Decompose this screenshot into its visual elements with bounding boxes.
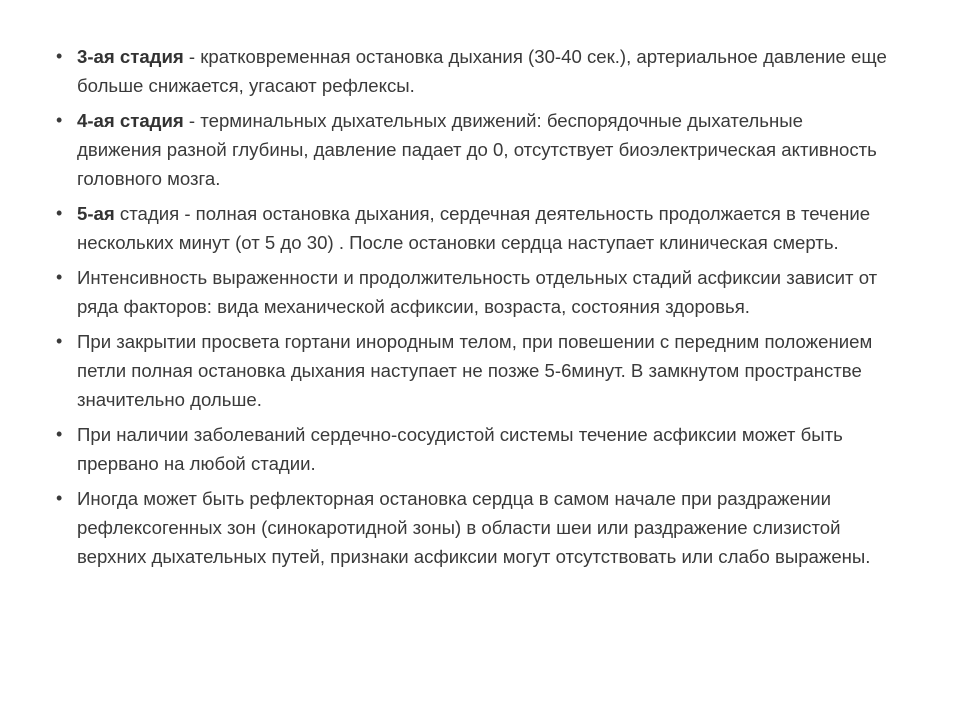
bullet-item-text: - терминальных дыхательных движений: беспорядочные дыхательные движения разной глубины, давление падает до 0, отсутствует биоэлектрическая активность головного мозга. [77, 110, 877, 189]
bullet-item-stage-5 [52, 199, 890, 257]
bullet-list [52, 42, 890, 571]
bullet-icon: • [56, 488, 63, 508]
bullet-icon: • [56, 424, 63, 444]
bullet-item-bold: 3-ая стадия [77, 46, 184, 67]
bullet-item-reflex [52, 484, 890, 571]
bullet-icon: • [56, 203, 63, 223]
bullet-icon: • [56, 46, 63, 66]
bullet-item-cardio [52, 420, 890, 478]
bullet-item-text: Интенсивность выраженности и продолжительность отдельных стадий асфиксии зависит от ряда факторов: вида механической асфиксии, возраста, состояния здоровья. [77, 267, 878, 317]
bullet-item-bold: 4-ая стадия [77, 110, 184, 131]
bullet-item-stage-4 [52, 106, 890, 193]
bullet-item-bold: 5-ая [77, 203, 115, 224]
bullet-item-intensity [52, 263, 890, 321]
bullet-item-larynx [52, 327, 890, 414]
bullet-icon: • [56, 331, 63, 351]
bullet-item-text: При закрытии просвета гортани инородным телом, при повешении с передним положением петли полная остановка дыхания наступает не позже 5-6минут. В замкнутом пространстве значительно дольше. [77, 331, 873, 410]
bullet-item-stage-3 [52, 42, 890, 100]
bullet-icon: • [56, 110, 63, 130]
bullet-icon: • [56, 267, 63, 287]
bullet-item-text: Иногда может быть рефлекторная остановка сердца в самом начале при раздражении рефлексогенных зон (синокаротидной зоны) в области шеи или раздражение слизистой верхних дыхательных путей, признаки асфиксии могут отсутствовать или слабо выражены. [77, 488, 871, 567]
bullet-item-text: При наличии заболеваний сердечно-сосудистой системы течение асфиксии может быть прервано на любой стадии. [77, 424, 843, 474]
bullet-item-text: стадия - полная остановка дыхания, сердечная деятельность продолжается в течение нескольких минут (от 5 до 30) . После остановки сердца наступает клиническая смерть. [77, 203, 871, 253]
bullet-item-text: - кратковременная остановка дыхания (30-40 сек.), артериальное давление еще больше снижается, угасают рефлексы. [77, 46, 887, 96]
